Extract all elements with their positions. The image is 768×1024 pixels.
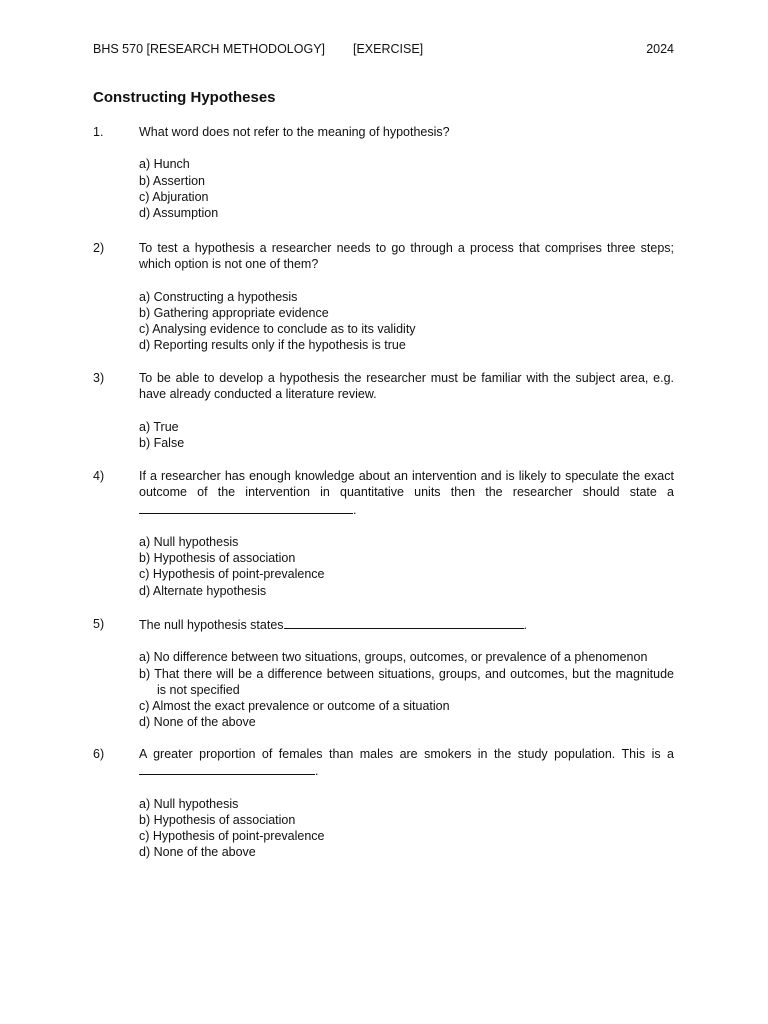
question-text-content: If a researcher has enough knowledge about an intervention and is likely to speculate the exact outcome of the intervention in quantitative units then the researcher should state a xyxy=(139,469,674,500)
option-d: d) None of the above xyxy=(139,845,256,860)
option-c: c) Analysing evidence to conclude as to its validity xyxy=(139,322,416,337)
option-list xyxy=(139,649,674,730)
question-text: If a researcher has enough knowledge about an intervention and is likely to speculate the exact outcome of the intervention in quantitative units then the researcher should state a . xyxy=(139,469,674,517)
document-type-label: [EXERCISE] xyxy=(353,42,424,56)
option-list xyxy=(139,534,674,599)
option-list xyxy=(139,156,674,221)
answer-blank xyxy=(284,616,524,629)
answer-blank xyxy=(139,762,315,775)
option-b: b) Hypothesis of association xyxy=(139,551,296,566)
option-c: c) Hypothesis of point-prevalence xyxy=(139,567,325,582)
option-a: a) Null hypothesis xyxy=(139,796,239,811)
option-a: a) Constructing a hypothesis xyxy=(139,289,298,304)
question-number: 3) xyxy=(93,371,105,385)
question-number: 2) xyxy=(93,241,105,255)
question-text: What word does not refer to the meaning of hypothesis? xyxy=(139,125,450,139)
question-6 xyxy=(93,746,674,861)
option-d: d) Alternate hypothesis xyxy=(139,583,267,598)
option-a: a) Null hypothesis xyxy=(139,534,239,549)
option-b: b) False xyxy=(139,435,185,450)
question-text: The null hypothesis states . xyxy=(139,618,528,632)
option-b: b) Assertion xyxy=(139,173,206,188)
question-5 xyxy=(93,616,674,731)
question-text: To test a hypothesis a researcher needs to go through a process that comprises three steps; which option is not one of them? xyxy=(139,241,674,272)
course-label: BHS 570 [RESEARCH METHODOLOGY] xyxy=(93,42,326,56)
option-c: c) Abjuration xyxy=(139,189,209,204)
option-b: b) That there will be a difference between situations, groups, and outcomes, but the magnitude is not specified xyxy=(139,666,674,697)
option-b: b) Gathering appropriate evidence xyxy=(139,305,329,320)
question-text-content: A greater proportion of females than males are smokers in the study population. This is a xyxy=(139,747,674,761)
option-c: c) Hypothesis of point-prevalence xyxy=(139,829,325,844)
question-number: 4) xyxy=(93,469,105,483)
option-a: a) Hunch xyxy=(139,157,190,172)
option-list xyxy=(139,419,674,452)
answer-blank xyxy=(139,501,353,514)
option-b: b) Hypothesis of association xyxy=(139,812,296,827)
question-number: 1. xyxy=(93,125,104,139)
question-3 xyxy=(93,370,674,451)
page-title: Constructing Hypotheses xyxy=(93,89,276,106)
question-number: 5) xyxy=(93,617,105,631)
option-d: d) Reporting results only if the hypothesis is true xyxy=(139,338,406,353)
year-label: 2024 xyxy=(646,42,674,56)
option-list xyxy=(139,289,674,354)
option-d: d) Assumption xyxy=(139,206,219,221)
question-text: To be able to develop a hypothesis the researcher must be familiar with the subject area, e.g. have already conducted a literature review. xyxy=(139,371,674,402)
option-a: a) No difference between two situations, groups, outcomes, or prevalence of a phenomenon xyxy=(139,650,648,665)
question-2 xyxy=(93,240,674,354)
question-1 xyxy=(93,124,674,221)
question-number: 6) xyxy=(93,747,105,761)
option-c: c) Almost the exact prevalence or outcome of a situation xyxy=(139,699,450,714)
option-a: a) True xyxy=(139,419,179,434)
question-text-content: The null hypothesis states xyxy=(139,618,284,632)
option-d: d) None of the above xyxy=(139,715,256,730)
question-4 xyxy=(93,468,674,599)
option-list xyxy=(139,796,674,861)
question-text: A greater proportion of females than males are smokers in the study population. This is a . xyxy=(139,747,674,779)
